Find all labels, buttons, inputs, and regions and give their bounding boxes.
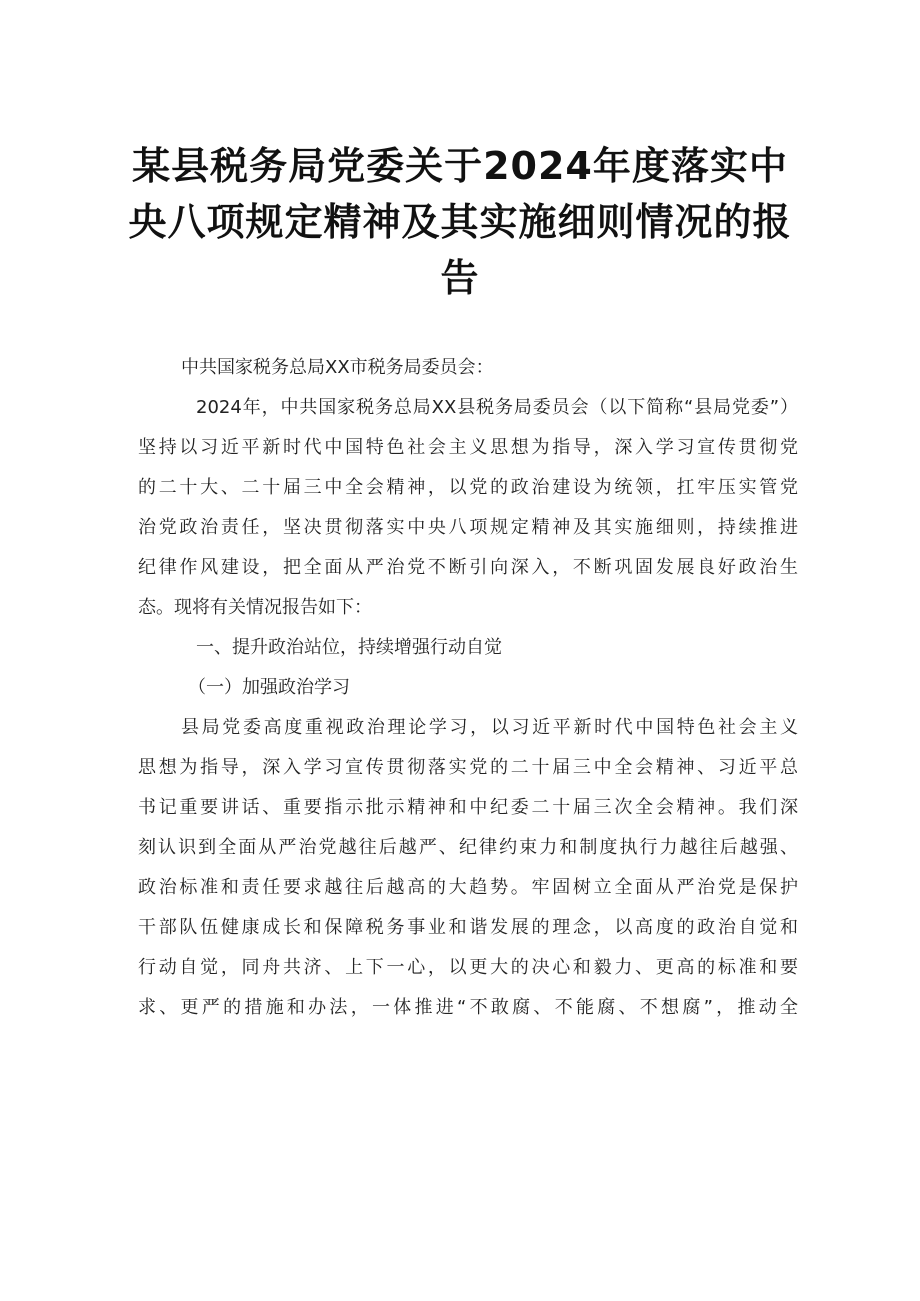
intro-line: 坚持以习近平新时代中国特色社会主义思想为指导，深入学习宣传贯彻党 (138, 437, 798, 458)
paragraph-line: 刻认识到全面从严治党越往后越严、纪律约束力和制度执行力越往后越强、 (138, 837, 798, 858)
salutation: 中共国家税务总局XX市税务局委员会： (181, 357, 494, 378)
paragraph-line: 干部队伍健康成长和保障税务事业和谐发展的理念，以高度的政治自觉和 (138, 917, 798, 938)
intro-line: 治党政治责任，坚决贯彻落实中央八项规定精神及其实施细则，持续推进 (138, 517, 798, 538)
section-heading: 一、提升政治站位，持续增强行动自觉 (196, 637, 502, 658)
title-line: 告 (440, 256, 480, 300)
document-body (138, 348, 798, 1028)
intro-line: 2024年，中共国家税务总局XX县税务局委员会（以下简称“县局党委”） (196, 397, 798, 418)
subsection-heading: （一）加强政治学习 (188, 677, 350, 698)
paragraph-line: 书记重要讲话、重要指示批示精神和中纪委二十届三次全会精神。我们深 (138, 797, 798, 818)
paragraph-line: 县局党委高度重视政治理论学习，以习近平新时代中国特色社会主义 (181, 717, 798, 738)
paragraph-line: 政治标准和责任要求越往后越高的大趋势。牢固树立全面从严治党是保护 (138, 877, 798, 898)
intro-line: 的二十大、二十届三中全会精神，以党的政治建设为统领，扛牢压实管党 (138, 477, 798, 498)
paragraph-line: 行动自觉，同舟共济、上下一心，以更大的决心和毅力、更高的标准和要 (138, 957, 798, 978)
document-title (120, 138, 800, 306)
paragraph-line: 求、更严的措施和办法，一体推进“不敢腐、不能腐、不想腐”，推动全 (138, 997, 798, 1018)
title-line: 央八项规定精神及其实施细则情况的报 (128, 200, 792, 244)
intro-line: 纪律作风建设，把全面从严治党不断引向深入，不断巩固发展良好政治生 (138, 557, 798, 578)
title-line: 某县税务局党委关于2024年度落实中 (132, 144, 788, 188)
intro-line: 态。现将有关情况报告如下： (138, 597, 372, 618)
paragraph-line: 思想为指导，深入学习宣传贯彻落实党的二十届三中全会精神、习近平总 (138, 757, 798, 778)
